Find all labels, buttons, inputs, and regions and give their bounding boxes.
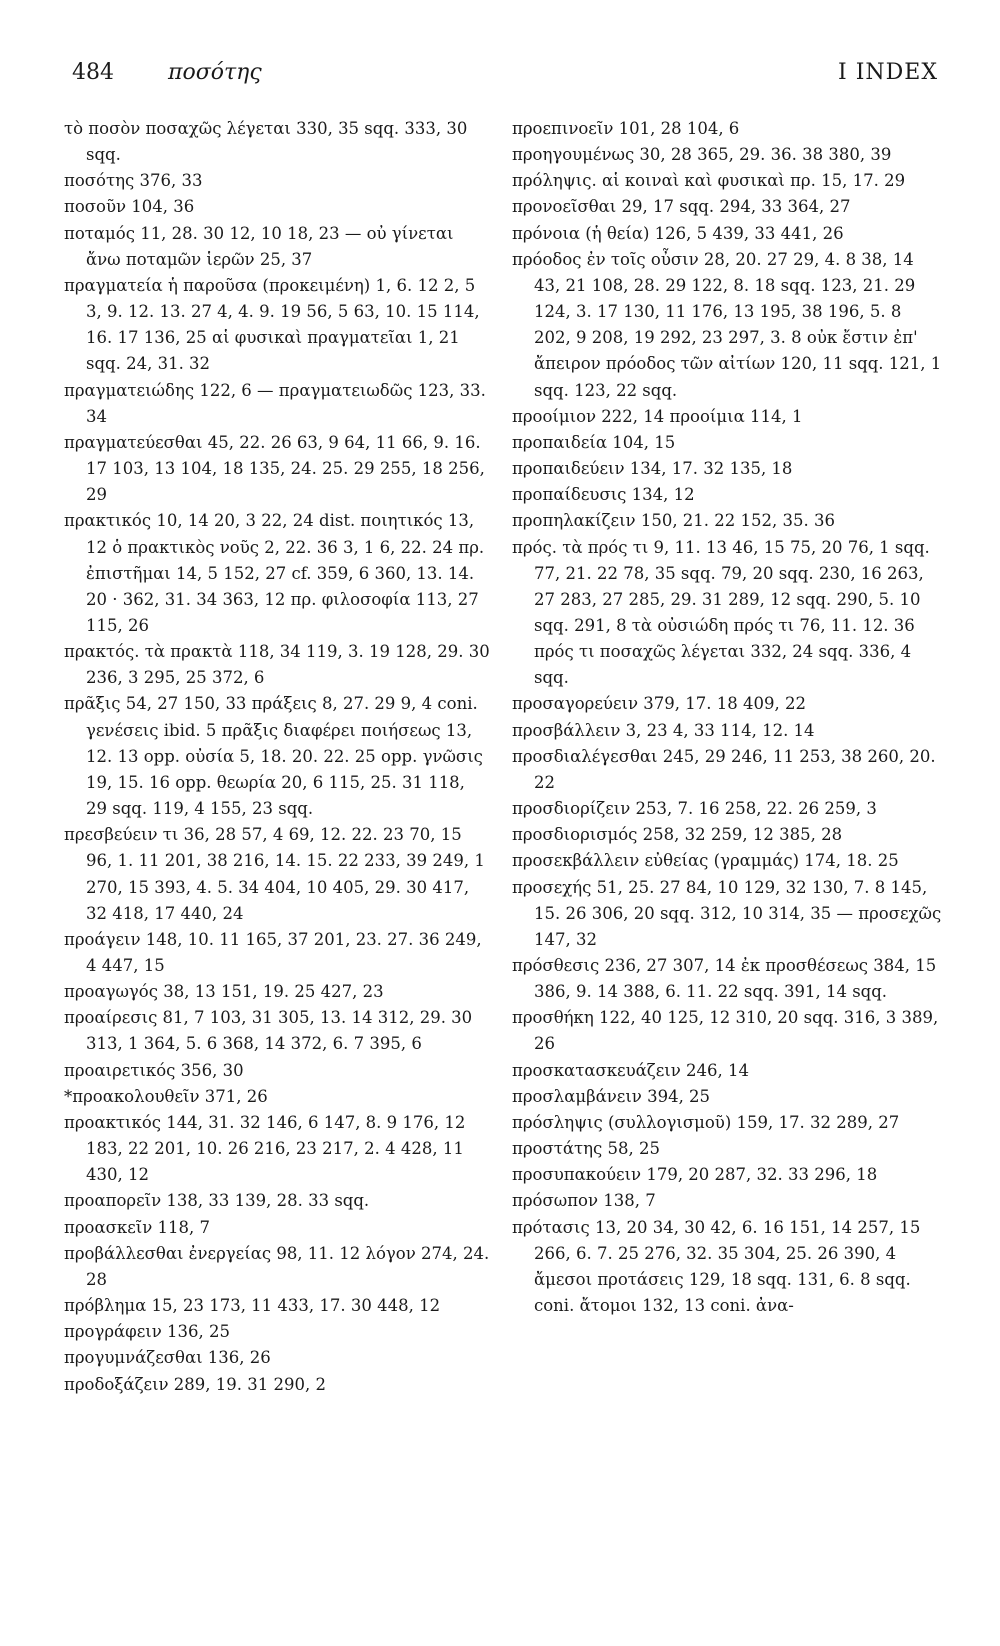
index-entry: προπαιδεία 104, 15 — [512, 432, 676, 452]
index-entry: προπαίδευσις 134, 12 — [512, 485, 695, 505]
index-entry: πραγματεία ἡ παροῦσα (προκειμένη) 1, 6. 12 2, 5 3, 9. 12. 13. 27 4, 4. 9. 19 56, 5 63, 10. 15 114, 16. 17 136, 25 αἱ φυσικαὶ πραγματεῖαι 1, 21 sqq. 24, 31. 32 — [64, 275, 480, 374]
index-entry: προβάλλεσθαι ἐνεργείας 98, 11. 12 λόγον 274, 24. 28 — [64, 1243, 490, 1289]
index-entry: πρότασις 13, 20 34, 30 42, 6. 16 151, 14 257, 15 266, 6. 7. 25 276, 32. 35 304, 25. 26 390, 4 ἄμεσοι προτάσεις 129, 18 sqq. 131, 6. 8 sqq. coni. ἄτομοι 132, 13 coni. ἀνα- — [512, 1217, 921, 1316]
index-entry: προστάτης 58, 25 — [512, 1139, 660, 1159]
index-entry: προασκεῖν 118, 7 — [64, 1217, 210, 1237]
index-entry: τὸ ποσὸν ποσαχῶς λέγεται 330, 35 sqq. 333, 30 sqq. — [64, 119, 468, 165]
index-entry: πρεσβεύειν τι 36, 28 57, 4 69, 12. 22. 23 70, 15 96, 1. 11 201, 38 216, 14. 15. 22 233, 39 249, 1 270, 15 393, 4. 5. 34 404, 10 405, 29. 30 417, 32 418, 17 440, 24 — [64, 825, 485, 923]
running-headword: ποσότης — [168, 60, 262, 85]
index-entry: προδοξάζειν 289, 19. 31 290, 2 — [64, 1374, 327, 1394]
index-entry: προγυμνάζεσθαι 136, 26 — [64, 1348, 271, 1368]
index-entry: προακτικός 144, 31. 32 146, 6 147, 8. 9 176, 12 183, 22 201, 10. 26 216, 23 217, 2. 4 428, 11 430, 12 — [64, 1112, 466, 1185]
index-entry: πραγματεύεσθαι 45, 22. 26 63, 9 64, 11 66, 9. 16. 17 103, 13 104, 18 135, 24. 25. 29 255, 18 256, 29 — [64, 432, 485, 505]
index-entry: *προακολουθεῖν 371, 26 — [64, 1086, 268, 1106]
index-entry: προγράφειν 136, 25 — [64, 1322, 231, 1342]
index-entry: προσδιορισμός 258, 32 259, 12 385, 28 — [512, 825, 843, 845]
index-entry: προπηλακίζειν 150, 21. 22 152, 35. 36 — [512, 511, 835, 531]
index-entry: προαίρεσις 81, 7 103, 31 305, 13. 14 312, 29. 30 313, 1 364, 5. 6 368, 14 372, 6. 7 395, 6 — [64, 1008, 473, 1054]
index-entry: ποσότης 376, 33 — [64, 171, 203, 191]
index-entry: προεπινοεῖν 101, 28 104, 6 — [512, 119, 740, 138]
index-entry: προσδιαλέγεσθαι 245, 29 246, 11 253, 38 260, 20. 22 — [512, 746, 936, 792]
index-entry: προνοεῖσθαι 29, 17 sqq. 294, 33 364, 27 — [512, 197, 851, 217]
index-entry: πρᾶξις 54, 27 150, 33 πράξεις 8, 27. 29 9, 4 coni. γενέσεις ibid. 5 πρᾶξις διαφέρει ποιήσεως 13, 12. 13 opp. οὐσία 5, 18. 20. 22. 25 opp. γνῶσις 19, 15. 16 opp. θεωρία 20, 6 115, 25. 31 118, 29 sqq. 119, 4 155, 23 sqq. — [64, 694, 483, 819]
index-entry: προσδιορίζειν 253, 7. 16 258, 22. 26 259, 3 — [512, 799, 877, 819]
index-entry: προπαιδεύειν 134, 17. 32 135, 18 — [512, 459, 793, 479]
index-entry: ποταμός 11, 28. 30 12, 10 18, 23 — οὐ γίνεται ἄνω ποταμῶν ἱερῶν 25, 37 — [64, 223, 454, 269]
index-entry: προσβάλλειν 3, 23 4, 33 114, 12. 14 — [512, 720, 815, 740]
index-entry: προσκατασκευάζειν 246, 14 — [512, 1060, 749, 1080]
page-header — [72, 60, 938, 96]
index-entry: ποσοῦν 104, 36 — [64, 197, 195, 217]
index-entry: πρόσθεσις 236, 27 307, 14 ἐκ προσθέσεως 384, 15 386, 9. 14 388, 6. 11. 22 sqq. 391, 14 sqq. — [512, 956, 937, 1002]
index-entry: πρακτικός 10, 14 20, 3 22, 24 dist. ποιητικός 13, 12 ὁ πρακτικὸς νοῦς 2, 22. 36 3, 1 6, 22. 24 πρ. ἐπιστῆμαι 14, 5 152, 27 cf. 359, 6 360, 13. 14. 20 · 362, 31. 34 363, 12 πρ. φιλοσοφία 113, 27 115, 26 — [64, 511, 485, 635]
index-entry: προαγωγός 38, 13 151, 19. 25 427, 23 — [64, 982, 384, 1002]
index-entry: προσλαμβάνειν 394, 25 — [512, 1086, 711, 1106]
index-entry: προσαγορεύειν 379, 17. 18 409, 22 — [512, 694, 806, 714]
left-column — [64, 116, 490, 1398]
index-entry: προάγειν 148, 10. 11 165, 37 201, 23. 27. 36 249, 4 447, 15 — [64, 929, 482, 975]
index-entry: προοίμιον 222, 14 προοίμια 114, 1 — [512, 406, 803, 426]
index-entry: πρόβλημα 15, 23 173, 11 433, 17. 30 448, 12 — [64, 1296, 441, 1316]
index-entry: πρόσωπον 138, 7 — [512, 1191, 656, 1211]
section-title: I INDEX — [838, 60, 938, 85]
index-entry: προσθήκη 122, 40 125, 12 310, 20 sqq. 316, 3 389, 26 — [512, 1008, 939, 1054]
index-entry: πρακτός. τὰ πρακτὰ 118, 34 119, 3. 19 128, 29. 30 236, 3 295, 25 372, 6 — [64, 642, 490, 688]
right-column — [512, 116, 942, 1319]
index-entry: πρόσληψις (συλλογισμοῦ) 159, 17. 32 289, 27 — [512, 1112, 900, 1132]
index-entry: προσυπακούειν 179, 20 287, 32. 33 296, 18 — [512, 1165, 878, 1185]
index-entry: προσεκβάλλειν εὐθείας (γραμμάς) 174, 18. 25 — [512, 851, 899, 871]
index-entry: προσεχής 51, 25. 27 84, 10 129, 32 130, 7. 8 145, 15. 26 306, 20 sqq. 312, 10 314, 35 — προσεχῶς 147, 32 — [512, 877, 942, 949]
index-entry: πρός. τὰ πρός τι 9, 11. 13 46, 15 75, 20 76, 1 sqq. 77, 21. 22 78, 35 sqq. 79, 20 sqq. 230, 16 263, 27 283, 27 285, 29. 31 289, 12 sqq. 290, 5. 10 sqq. 291, 8 τὰ οὐσιώδη πρός τι 76, 11. 12. 36 πρός τι ποσαχῶς λέγεται 332, 24 sqq. 336, 4 sqq. — [512, 537, 930, 688]
page-number: 484 — [72, 60, 114, 85]
index-entry: πρόοδος ἐν τοῖς οὖσιν 28, 20. 27 29, 4. 8 38, 14 43, 21 108, 28. 29 122, 8. 18 sqq. 123, 21. 29 124, 3. 17 130, 11 176, 13 195, 38 196, 5. 8 202, 9 208, 19 292, 23 297, 3. 8 οὐκ ἔστιν ἐπ' ἄπειρον πρόοδος τῶν αἰτίων 120, 11 sqq. 121, 1 sqq. 123, 22 sqq. — [512, 249, 942, 400]
index-entry: πρόληψις. αἱ κοιναὶ καὶ φυσικαὶ πρ. 15, 17. 29 — [512, 171, 906, 191]
index-entry: προαπορεῖν 138, 33 139, 28. 33 sqq. — [64, 1191, 370, 1211]
index-entry: πραγματειώδης 122, 6 — πραγματειωδῶς 123, 33. 34 — [64, 380, 486, 426]
index-entry: προηγουμένως 30, 28 365, 29. 36. 38 380, 39 — [512, 145, 892, 165]
index-entry: προαιρετικός 356, 30 — [64, 1060, 244, 1080]
index-entry: πρόνοια (ἡ θεία) 126, 5 439, 33 441, 26 — [512, 223, 844, 243]
